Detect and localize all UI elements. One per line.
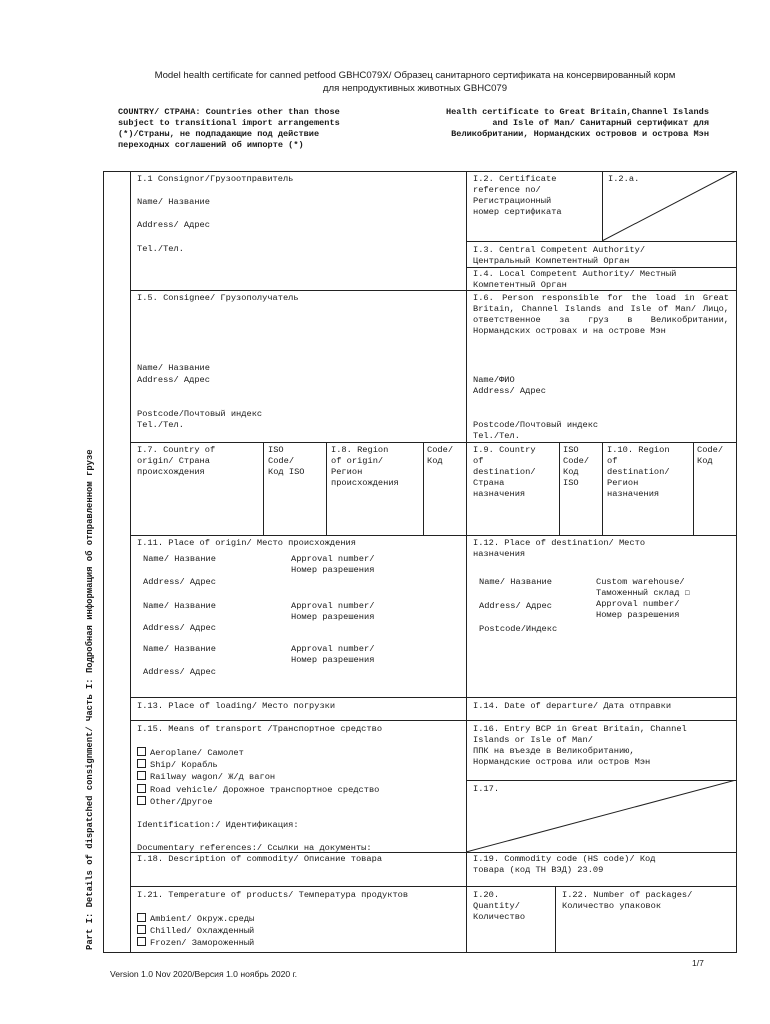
destination-postcode-label: Postcode/Индекс bbox=[479, 624, 558, 634]
text-line: Код bbox=[697, 456, 713, 466]
text-line: I.9. Country bbox=[473, 445, 536, 455]
text-line: ППК на въезде в Великобританию, bbox=[473, 746, 635, 756]
cross-out-diagonal bbox=[466, 780, 736, 852]
checkbox[interactable] bbox=[137, 925, 146, 934]
consignee-title: I.5. Consignee/ Грузополучатель bbox=[137, 293, 299, 303]
place-of-destination-title bbox=[473, 538, 645, 560]
consignor-tel-label: Tel./Тел. bbox=[137, 244, 184, 254]
origin-region-code-label bbox=[427, 445, 453, 467]
text-line: I.12. Place of destination/ Место bbox=[473, 538, 646, 548]
text-line: Code/ bbox=[268, 456, 295, 466]
destination-iso-code-label bbox=[563, 445, 589, 489]
responsible-name-label: Name/ФИО bbox=[473, 375, 515, 385]
destination-name-label: Name/ Название bbox=[479, 577, 552, 587]
origin-name-label: Name/ Название bbox=[143, 601, 216, 611]
text-line: Approval number/ bbox=[291, 644, 375, 654]
page-number: 1/7 bbox=[692, 958, 704, 968]
consignee-name-label: Name/ Название bbox=[137, 363, 210, 373]
responsible-address-label: Address/ Адрес bbox=[473, 386, 546, 396]
text-line: I.7. Country of bbox=[137, 445, 216, 455]
text-line: I.10. Region bbox=[607, 445, 670, 455]
transport-option-other[interactable] bbox=[137, 796, 213, 808]
origin-address-label: Address/ Адрес bbox=[143, 667, 216, 677]
cert-line: Health certificate to Great Britain,Channel Islands bbox=[445, 107, 709, 117]
checkbox[interactable] bbox=[137, 771, 146, 780]
checkbox[interactable] bbox=[137, 747, 146, 756]
text-line: Code/ bbox=[697, 445, 724, 455]
text-line: of origin/ bbox=[331, 456, 384, 466]
country-line: (*)/Страны, не подпадающие под действие bbox=[118, 129, 320, 139]
option-label: Railway wagon/ Ж/д вагон bbox=[150, 772, 276, 782]
text-line: Компетентный Орган bbox=[473, 280, 567, 290]
region-of-origin-label bbox=[331, 445, 399, 489]
country-of-origin-label bbox=[137, 445, 215, 478]
i17-title: I.17. bbox=[473, 784, 500, 794]
central-authority-label bbox=[473, 245, 645, 267]
text-line: I.19. Commodity code (HS code)/ Код bbox=[473, 854, 656, 864]
temperature-option-frozen[interactable] bbox=[137, 937, 254, 949]
place-of-loading-label: I.13. Place of loading/ Место погрузки bbox=[137, 701, 336, 711]
text-line: Номер разрешения bbox=[291, 655, 375, 665]
text-line: Code/ bbox=[563, 456, 590, 466]
text-line: Количество упаковок bbox=[562, 901, 662, 911]
commodity-code-label bbox=[473, 854, 655, 876]
checkbox[interactable] bbox=[137, 759, 146, 768]
text-line: ISO bbox=[563, 445, 579, 455]
country-heading bbox=[118, 107, 403, 151]
text-line: Номер разрешения bbox=[291, 565, 375, 575]
consignee-tel-label: Tel./Тел. bbox=[137, 420, 184, 430]
origin-name-label: Name/ Название bbox=[143, 554, 216, 564]
text-line: Approval number/ bbox=[291, 554, 375, 564]
country-line: COUNTRY/ СТРАНА: Countries other than those bbox=[118, 107, 340, 117]
origin-approval-label bbox=[291, 601, 374, 623]
custom-warehouse-label bbox=[596, 577, 690, 621]
title-line-1: Model health certificate for canned petfood GBHC079X/ Образец санитарного сертификата на консервированный корм bbox=[154, 70, 676, 81]
text-line: Нормандские острова или остров Мэн bbox=[473, 757, 651, 767]
certificate-heading bbox=[404, 107, 709, 140]
text-line: назначения bbox=[473, 549, 526, 559]
text-line: I.16. Entry BCP in Great Britain, Channel bbox=[473, 724, 687, 734]
text-line: I.20. bbox=[473, 890, 500, 900]
responsible-person-label: I.6. Person responsible for the load in Great Britain, Channel Islands and Isle of Man/ Лицо, ответственное за груз в Великобритании, Нормандских островах и на острове Мэн bbox=[473, 293, 729, 336]
text-line: of bbox=[607, 456, 618, 466]
transport-option-road[interactable] bbox=[137, 784, 379, 796]
text-line: destination/ bbox=[607, 467, 670, 477]
temperature-option-ambient[interactable] bbox=[137, 913, 254, 925]
title-line-2: для непродуктивных животных GBHC079 bbox=[322, 83, 508, 94]
text-line: товара (код ТН ВЭД) 23.09 bbox=[473, 865, 604, 875]
certificate-reference-label bbox=[473, 174, 562, 218]
text-line: I.2. Certificate bbox=[473, 174, 557, 184]
temperature-title: I.21. Temperature of products/ Температура продуктов bbox=[137, 890, 409, 900]
country-line: subject to transitional import arrangements bbox=[118, 118, 340, 128]
certificate-title bbox=[110, 69, 720, 95]
origin-address-label: Address/ Адрес bbox=[143, 623, 216, 633]
temperature-option-chilled[interactable] bbox=[137, 925, 254, 937]
origin-approval-label bbox=[291, 554, 374, 576]
option-label: Road vehicle/ Дорожное транспортное средство bbox=[150, 785, 380, 795]
quantity-label bbox=[473, 890, 525, 923]
text-line: происхождения bbox=[331, 478, 399, 488]
text-line: Код ISO bbox=[268, 467, 305, 477]
text-line: Approval number/ bbox=[291, 601, 375, 611]
text-line: ISO bbox=[563, 478, 579, 488]
option-label: Other/Другое bbox=[150, 797, 213, 807]
text-line: Код bbox=[427, 456, 443, 466]
option-label: Aeroplane/ Самолет bbox=[150, 748, 244, 758]
destination-region-code-label bbox=[697, 445, 723, 467]
origin-iso-code-label bbox=[268, 445, 305, 478]
place-of-origin-title: I.11. Place of origin/ Место происхождения bbox=[137, 538, 356, 548]
origin-name-label: Name/ Название bbox=[143, 644, 216, 654]
part-one-side-label: Part I: Details of dispatched consignment/ Часть I: Подробная информация об отправленном грузе bbox=[85, 449, 95, 950]
text-line: destination/ bbox=[473, 467, 536, 477]
text-line: Islands or Isle of Man/ bbox=[473, 735, 593, 745]
version-label: Version 1.0 Nov 2020/Версия 1.0 ноябрь 2020 г. bbox=[110, 969, 298, 979]
consignor-address-label: Address/ Адрес bbox=[137, 220, 210, 230]
text-line: I.3. Central Competent Authority/ bbox=[473, 245, 646, 255]
text-line: I.4. Local Competent Authority/ Местный bbox=[473, 269, 677, 279]
option-label: Chilled/ Охлажденный bbox=[150, 926, 255, 936]
cert-line: Великобритании, Нормандских островов и острова Мэн bbox=[451, 129, 709, 139]
text-line: Код bbox=[563, 467, 579, 477]
text-line: Центральный Компетентный Орган bbox=[473, 256, 630, 266]
option-label: Frozen/ Замороженный bbox=[150, 938, 255, 948]
checkbox[interactable] bbox=[137, 796, 146, 805]
consignee-address-label: Address/ Адрес bbox=[137, 375, 210, 385]
country-line: переходных соглашений об импорте (*) bbox=[118, 140, 304, 150]
text-line: Номер разрешения bbox=[291, 612, 375, 622]
text-line: назначения bbox=[473, 489, 526, 499]
transport-option-aeroplane[interactable] bbox=[137, 747, 244, 759]
text-line: Страна bbox=[473, 478, 505, 488]
text-line: of bbox=[473, 456, 484, 466]
transport-option-railway[interactable] bbox=[137, 771, 275, 783]
means-of-transport-title: I.15. Means of transport /Транспортное средство bbox=[137, 724, 383, 734]
checkbox[interactable] bbox=[137, 913, 146, 922]
entry-bcp-label bbox=[473, 724, 687, 768]
origin-approval-label bbox=[291, 644, 374, 666]
text-line: Code/ bbox=[427, 445, 454, 455]
cert-line: and Isle of Man/ Санитарный сертификат для bbox=[492, 118, 709, 128]
transport-option-ship[interactable] bbox=[137, 759, 218, 771]
commodity-description-label: I.18. Description of commodity/ Описание товара bbox=[137, 854, 383, 864]
text-line: Quantity/ bbox=[473, 901, 520, 911]
text-line: ISO bbox=[268, 445, 284, 455]
destination-address-label: Address/ Адрес bbox=[479, 601, 552, 611]
text-line: Регион bbox=[607, 478, 639, 488]
text-line: Номер разрешения bbox=[596, 610, 680, 620]
text-line: происхождения bbox=[137, 467, 205, 477]
country-of-destination-label bbox=[473, 445, 536, 500]
date-of-departure-label: I.14. Date of departure/ Дата отправки bbox=[473, 701, 672, 711]
text-line: origin/ Страна bbox=[137, 456, 210, 466]
text-line: Таможенный склад ☐ bbox=[596, 588, 690, 598]
option-label: Ship/ Корабль bbox=[150, 760, 218, 770]
responsible-tel-label: Tel./Тел. bbox=[473, 431, 520, 441]
identification-label: Identification:/ Идентификация: bbox=[137, 820, 299, 830]
text-line: I.22. Number of packages/ bbox=[562, 890, 693, 900]
consignor-title: I.1 Consignor/Грузоотправитель bbox=[137, 174, 294, 184]
responsible-postcode-label: Postcode/Почтовый индекс bbox=[473, 420, 599, 430]
text-line: Custom warehouse/ bbox=[596, 577, 685, 587]
consignor-name-label: Name/ Название bbox=[137, 197, 210, 207]
text-line: номер сертификата bbox=[473, 207, 562, 217]
text-line: Approval number/ bbox=[596, 599, 680, 609]
option-label: Ambient/ Окруж.среды bbox=[150, 914, 255, 924]
text-line: назначения bbox=[607, 489, 660, 499]
text-line: reference no/ bbox=[473, 185, 541, 195]
i2a-title: I.2.a. bbox=[608, 174, 640, 184]
text-line: Регистрационный bbox=[473, 196, 552, 206]
checkbox[interactable] bbox=[137, 784, 146, 793]
text-line: I.8. Region bbox=[331, 445, 389, 455]
checkbox[interactable] bbox=[137, 937, 146, 946]
text-line: Количество bbox=[473, 912, 526, 922]
origin-address-label: Address/ Адрес bbox=[143, 577, 216, 587]
consignee-postcode-label: Postcode/Почтовый индекс bbox=[137, 409, 263, 419]
documentary-references-label: Documentary references:/ Ссылки на документы: bbox=[137, 843, 372, 853]
text-line: Регион bbox=[331, 467, 363, 477]
region-of-destination-label bbox=[607, 445, 670, 500]
number-of-packages-label bbox=[562, 890, 692, 912]
local-authority-label bbox=[473, 269, 676, 291]
